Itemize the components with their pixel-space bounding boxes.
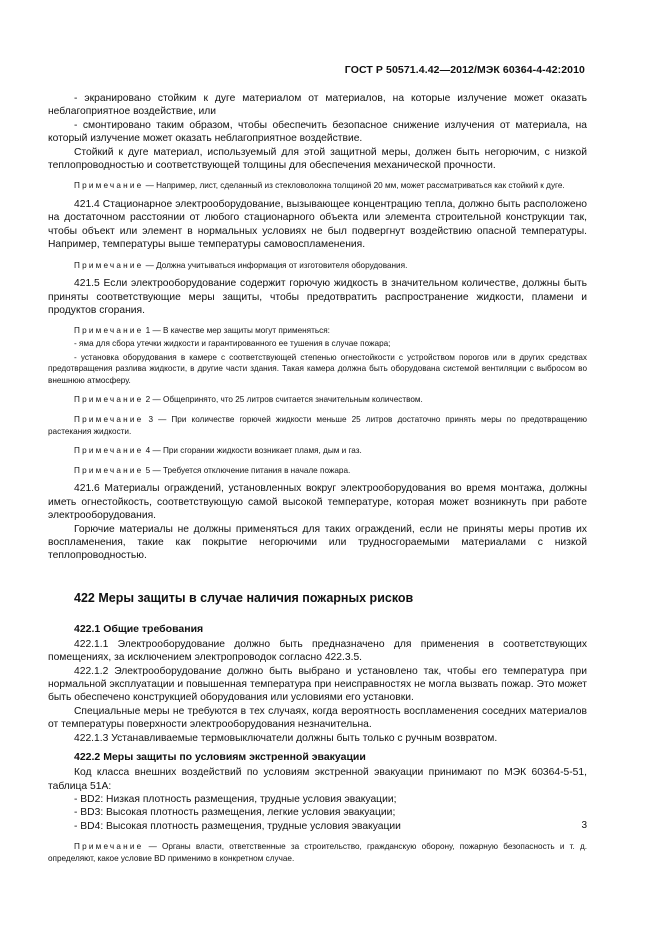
note-text: — Например, лист, сделанный из стекловолокна толщиной 20 мм, может рассматриваться как стойкий к дуге. [143, 181, 565, 191]
note-list-item: - установка оборудования в камере с соответствующей степенью огнестойкости с устройством порогов или в других средствах предотвращения разлива жидкости, в другие части здания. Такая камера должна быть оборудована системой вентиляции с выбросом во внешнюю атмосферу. [48, 352, 587, 385]
section-heading-422: 422 Меры защиты в случае наличия пожарных рисков [74, 590, 414, 605]
paragraph: Стойкий к дуге материал, используемый для этой защитной меры, должен быть негорючим, с низкой теплопроводностью и соответствующей толщины для обеспечения механической прочности. [48, 146, 587, 172]
note [48, 841, 587, 864]
note [48, 325, 587, 337]
clause-422-1-1: 422.1.1 Электрооборудование должно быть предназначено для применения в соответствующих помещениях, за исключением электропроводок согласно 422.3.5. [48, 638, 587, 664]
list-item-bd3: - BD3: Высокая плотность размещения, легкие условия эвакуации; [74, 807, 396, 819]
note-text: — Органы власти, ответственные за строительство, гражданскую оборону, пожарную безопасность и т. д. определяют, какое условие BD применимо в конкретном случае. [48, 842, 587, 863]
note [48, 394, 587, 406]
paragraph: Код класса внешних воздействий по условиям экстренной эвакуации принимают по МЭК 60364-5-51, таблица 51А: [48, 767, 587, 792]
page-number: 3 [581, 820, 587, 831]
note-text: 2 — Общепринято, что 25 литров считается значительным количеством. [143, 395, 423, 405]
clause-422-1-2: 422.1.2 Электрооборудование должно быть выбрано и установлено так, чтобы его температура при нормальной эксплуатации и повышенная температура при неисправностях не могла вызвать пожар. Это может быть обеспечено конструкцией оборудования или условиями его установки. [48, 665, 587, 704]
note [48, 445, 587, 457]
subsection-heading-422-1: 422.1 Общие требования [74, 622, 204, 635]
note-label: Примечание [74, 260, 144, 270]
note-label: Примечание [74, 842, 144, 852]
note [48, 180, 587, 192]
note-text: 5 — Требуется отключение питания в начале пожара. [143, 465, 351, 475]
note-text: 3 — При количестве горючей жидкости меньше 25 литров достаточно принять меры по предотвращению растекания жидкости. [48, 415, 587, 436]
note-list-item: - яма для сбора утечки жидкости и гарантированного ее тушения в случае пожара; [74, 339, 391, 349]
note-text: 4 — При сгорании жидкости возникает пламя, дым и газ. [143, 446, 362, 456]
note-text: — Должна учитываться информация от изготовителя оборудования. [143, 260, 408, 270]
note-label: Примечание [74, 415, 144, 425]
note-label: Примечание [74, 395, 144, 405]
paragraph: Горючие материалы не должны применяться для таких ограждений, если не приняты меры против их воспламенения, такие как покрытие негорючими или трудносгораемыми материалами с низкой теплопроводностью. [48, 523, 587, 562]
paragraph: - экранировано стойким к дуге материалом от материалов, на которые излучение может оказать неблагоприятное воздействие, или [48, 93, 587, 118]
clause-421-5: 421.5 Если электрооборудование содержит горючую жидкость в значительном количестве, должны быть приняты соответствующие меры защиты, чтобы предотвратить распространение жидкости, пламени и продуктов сгорания. [48, 278, 587, 317]
clause-422-1-3: 422.1.3 Устанавливаемые термовыключатели должны быть только с ручным возвратом. [74, 732, 498, 744]
document-header: ГОСТ Р 50571.4.42—2012/МЭК 60364-4-42:2010 [344, 64, 585, 76]
note [48, 414, 587, 437]
note-label: Примечание [74, 326, 144, 336]
note [48, 260, 587, 272]
note-label: Примечание [74, 181, 144, 191]
paragraph: - смонтировано таким образом, чтобы обеспечить безопасное снижение излучения от материала, на который излучение может оказать неблагоприятное воздействие. [48, 119, 587, 145]
clause-421-6: 421.6 Материалы ограждений, установленных вокруг электрооборудования во время монтажа, должны иметь огнестойкость, соответствующую самой высокой температуре, которая может возникнуть при работе электрооборудования. [48, 483, 587, 522]
subsection-heading-422-2: 422.2 Меры защиты по условиям экстренной эвакуации [74, 751, 366, 764]
list-item-bd4: - BD4: Высокая плотность размещения, трудные условия эвакуации [74, 820, 401, 832]
clause-421-4: 421.4 Стационарное электрооборудование, вызывающее концентрацию тепла, должно быть расположено на достаточном расстоянии от любого стационарного объекта или элемента строительной конструкции так, чтобы объект или элемент в нормальных условиях не был подвергнут воздействию опасной температуры. Например, температуры выше температуры самовоспламенения. [48, 199, 587, 251]
note-text: 1 — В качестве мер защиты могут применяться: [143, 326, 330, 336]
note [48, 465, 587, 477]
note-label: Примечание [74, 446, 144, 456]
page-content [48, 92, 587, 870]
paragraph: Специальные меры не требуются в тех случаях, когда вероятность воспламенения соседних материалов от температуры поверхности электрооборудования незначительна. [48, 705, 587, 731]
list-item-bd2: - BD2: Низкая плотность размещения, трудные условия эвакуации; [74, 793, 397, 805]
note-label: Примечание [74, 465, 144, 475]
